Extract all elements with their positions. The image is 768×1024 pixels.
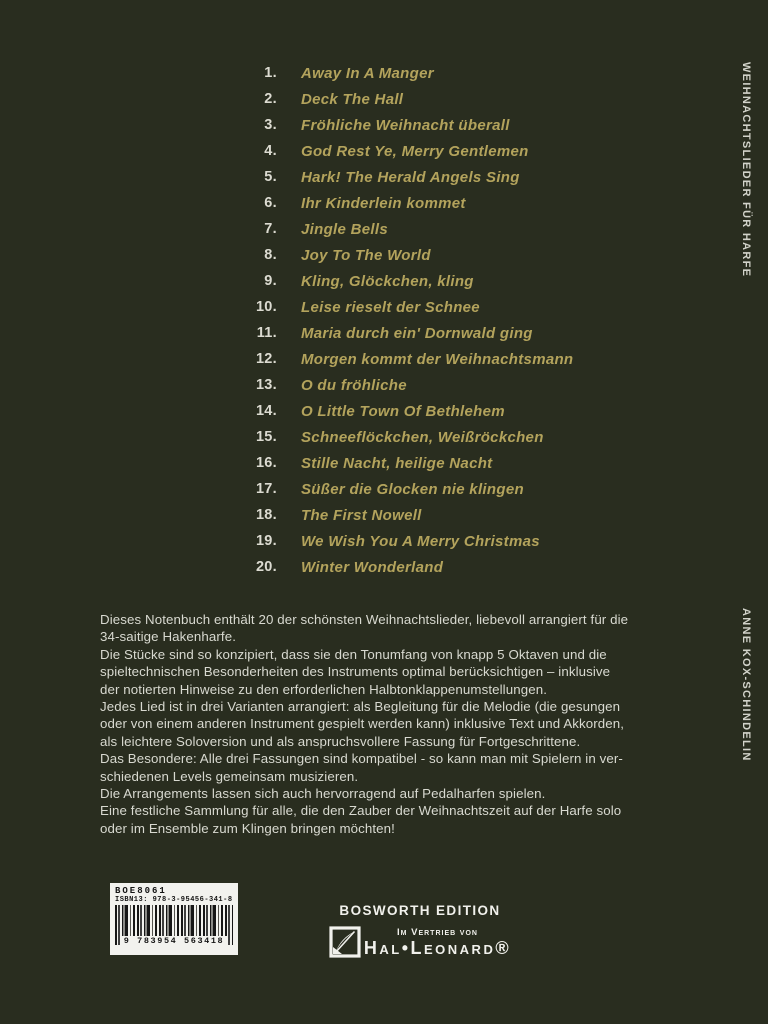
song-list-item bbox=[0, 268, 768, 294]
song-number: 2. bbox=[264, 91, 277, 107]
song-list-item bbox=[0, 86, 768, 112]
song-list-item bbox=[0, 398, 768, 424]
song-number: 10. bbox=[255, 299, 277, 315]
song-number: 7. bbox=[264, 221, 277, 237]
song-number: 13. bbox=[255, 377, 277, 393]
description-line: Eine festliche Sammlung für alle, die den Zauber der Weihnachtszeit auf der Harfe solo bbox=[100, 803, 622, 819]
song-list-item bbox=[0, 294, 768, 320]
song-list-item bbox=[0, 112, 768, 138]
song-list-item bbox=[0, 190, 768, 216]
song-title: O Little Town Of Bethlehem bbox=[301, 402, 505, 420]
quill-in-square-icon bbox=[329, 926, 361, 958]
song-number: 12. bbox=[255, 351, 277, 367]
song-title: Morgen kommt der Weihnachtsmann bbox=[301, 350, 574, 368]
distribution-label: Im Vertrieb von bbox=[397, 927, 478, 938]
song-list-item bbox=[0, 216, 768, 242]
song-title: God Rest Ye, Merry Gentlemen bbox=[301, 142, 529, 160]
song-list bbox=[0, 60, 768, 580]
song-number: 15. bbox=[255, 429, 277, 445]
song-list-item bbox=[0, 450, 768, 476]
isbn-number: ISBN13: 978-3-95456-341-8 bbox=[115, 896, 233, 904]
song-list-item bbox=[0, 476, 768, 502]
song-title: Leise rieselt der Schnee bbox=[301, 298, 480, 316]
song-number: 14. bbox=[255, 403, 277, 419]
song-number: 18. bbox=[255, 507, 277, 523]
song-title: Schneeflöckchen, Weißröckchen bbox=[301, 428, 544, 446]
description-text bbox=[100, 611, 720, 837]
spine-series-title: WEIHNACHTSLIEDER FÜR HARFE bbox=[740, 62, 752, 278]
song-number: 6. bbox=[264, 195, 277, 211]
song-number: 3. bbox=[264, 117, 277, 133]
distributor-row bbox=[295, 926, 545, 958]
song-number: 19. bbox=[255, 533, 277, 549]
song-title: Hark! The Herald Angels Sing bbox=[301, 168, 520, 186]
song-list-item bbox=[0, 528, 768, 554]
song-list-item bbox=[0, 502, 768, 528]
ean-digits: 9 783954 563418 bbox=[121, 936, 227, 946]
publisher-name: BOSWORTH EDITION bbox=[339, 903, 501, 918]
song-title: O du fröhliche bbox=[301, 376, 407, 394]
distributor-text bbox=[364, 927, 511, 958]
song-list-item bbox=[0, 320, 768, 346]
description-line: Dieses Notenbuch enthält 20 der schönsten Weihnachtslieder, liebevoll arrangiert für die bbox=[100, 612, 629, 627]
song-list-item bbox=[0, 372, 768, 398]
description-line: oder von einem anderen Instrument gespielt werden kann) inklusive Text und Akkorden, bbox=[100, 716, 625, 732]
song-title: Joy To The World bbox=[301, 246, 431, 264]
song-number: 5. bbox=[264, 169, 277, 185]
description-line: Die Arrangements lassen sich auch hervorragend auf Pedalharfen spielen. bbox=[100, 786, 546, 802]
song-list-item bbox=[0, 242, 768, 268]
description-line: schiedenen Levels gemeinsam musizieren. bbox=[100, 768, 359, 784]
song-title: Kling, Glöckchen, kling bbox=[301, 272, 474, 290]
description-line: der notierten Hinweise zu den erforderlichen Halbtonklappenumstellungen. bbox=[100, 681, 548, 697]
description-line: oder im Ensemble zum Klingen bringen möchten! bbox=[100, 820, 395, 836]
hal-leonard-wordmark: Hal•Leonard® bbox=[363, 938, 512, 958]
song-title: Winter Wonderland bbox=[301, 558, 444, 576]
song-title: Deck The Hall bbox=[301, 90, 404, 108]
description-line: Jedes Lied ist in drei Varianten arrangiert: als Begleitung für die Melodie (die gesungen bbox=[100, 699, 621, 715]
song-number: 20. bbox=[255, 559, 277, 575]
song-title: Ihr Kinderlein kommet bbox=[301, 194, 466, 212]
song-number: 9. bbox=[264, 273, 277, 289]
song-title: Away In A Manger bbox=[301, 64, 434, 82]
song-list-item bbox=[0, 424, 768, 450]
description-line: spieltechnischen Besonderheiten des Instruments optimal berücksichtigen – inklusive bbox=[100, 664, 611, 680]
song-title: The First Nowell bbox=[301, 506, 422, 524]
song-number: 1. bbox=[264, 65, 277, 81]
song-list-item bbox=[0, 164, 768, 190]
song-list-item bbox=[0, 554, 768, 580]
song-title: Fröhliche Weihnacht überall bbox=[301, 116, 510, 134]
song-number: 11. bbox=[256, 325, 277, 341]
description-line: 34-saitige Hakenharfe. bbox=[100, 629, 236, 645]
song-number: 16. bbox=[255, 455, 277, 471]
song-list-item bbox=[0, 60, 768, 86]
song-number: 8. bbox=[264, 247, 277, 263]
description-line: Das Besondere: Alle drei Fassungen sind kompatibel - so kann man mit Spielern in ver- bbox=[100, 751, 623, 767]
song-number: 4. bbox=[264, 143, 277, 159]
song-list-item bbox=[0, 138, 768, 164]
song-title: Maria durch ein' Dornwald ging bbox=[301, 324, 533, 342]
song-title: We Wish You A Merry Christmas bbox=[301, 532, 540, 550]
song-title: Jingle Bells bbox=[301, 220, 388, 238]
song-title: Süßer die Glocken nie klingen bbox=[301, 480, 524, 498]
song-title: Stille Nacht, heilige Nacht bbox=[301, 454, 493, 472]
description-line: als leichtere Soloversion und als anspruchsvollere Fassung für Fortgeschrittene. bbox=[100, 733, 581, 749]
spine-author-name: ANNE KOX-SCHINDELIN bbox=[740, 608, 752, 762]
publisher-block bbox=[295, 903, 545, 958]
barcode bbox=[110, 883, 238, 955]
song-list-item bbox=[0, 346, 768, 372]
description-line: Die Stücke sind so konzipiert, dass sie den Tonumfang von knapp 5 Oktaven und die bbox=[100, 646, 607, 662]
song-number: 17. bbox=[255, 481, 277, 497]
catalog-number: BOE8061 bbox=[115, 886, 167, 896]
